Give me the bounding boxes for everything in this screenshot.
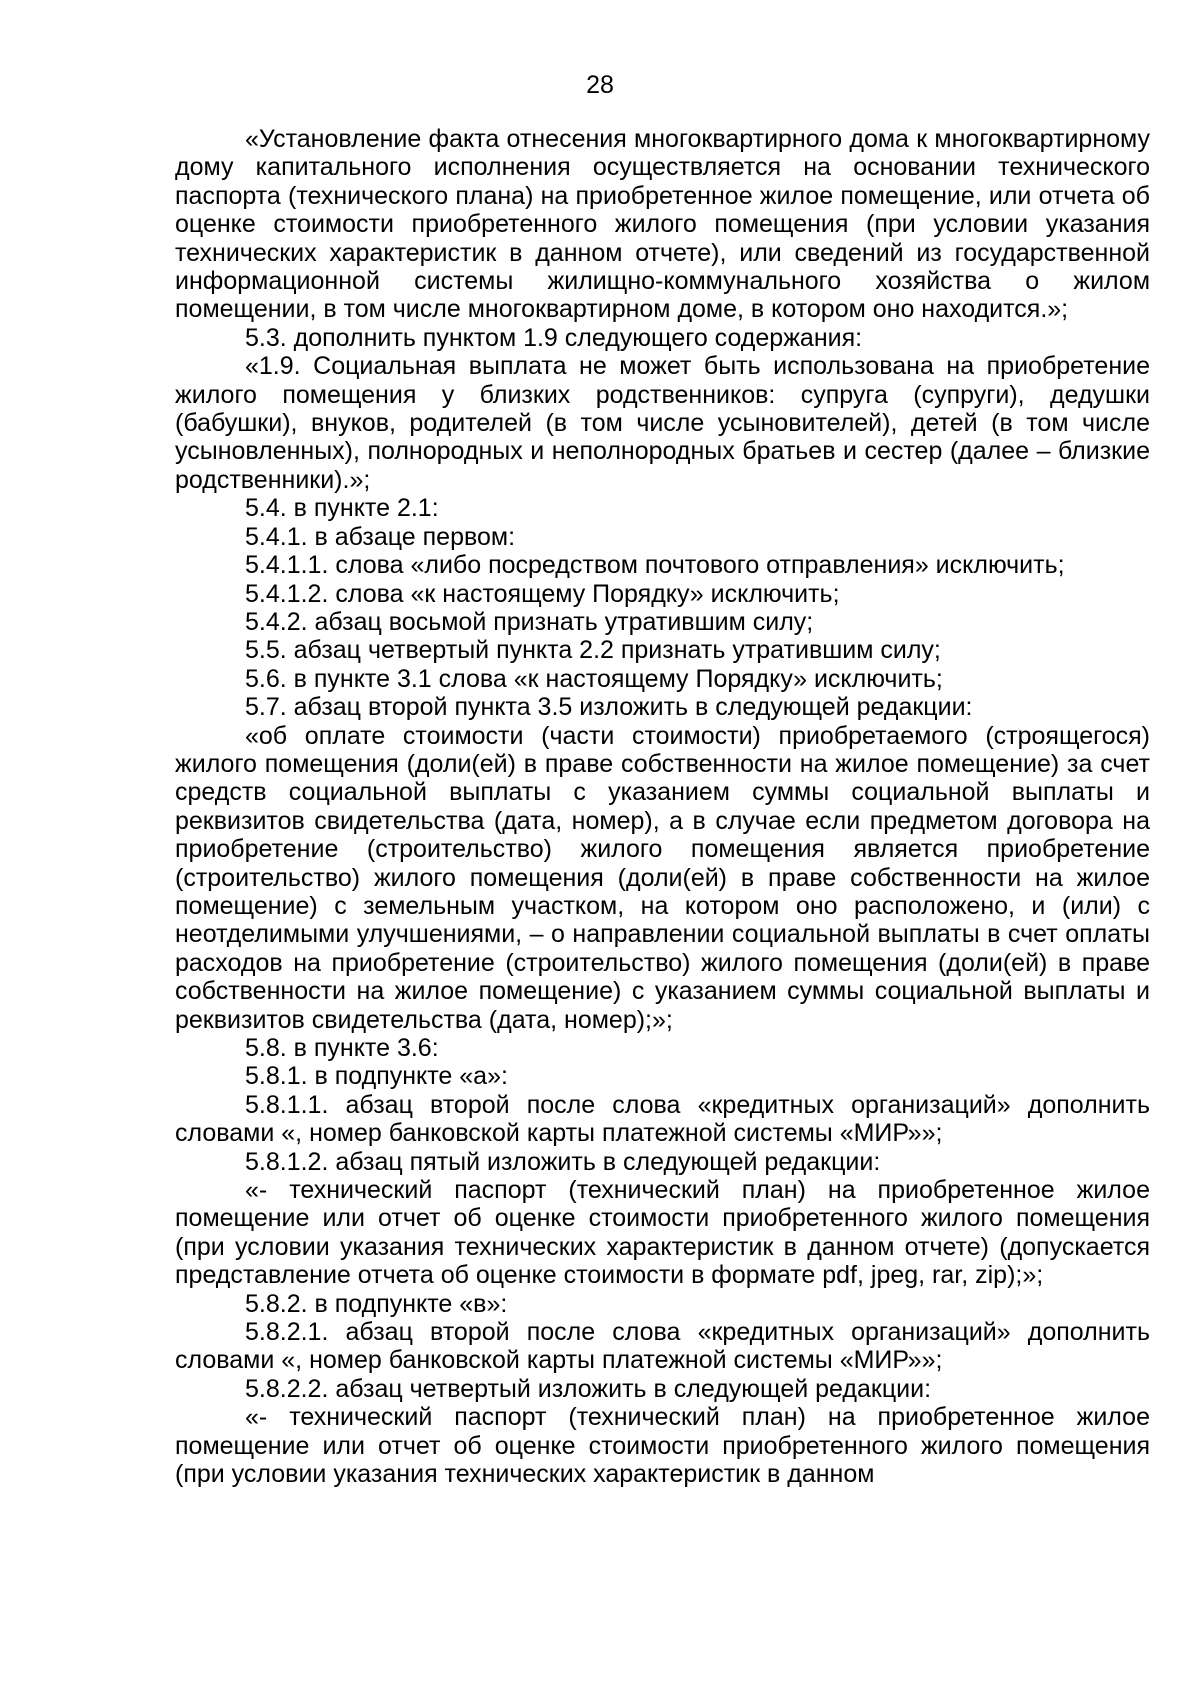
paragraph-20: 5.8.2.2. абзац четвертый изложить в следующей редакции: (245, 1374, 932, 1403)
paragraph-13: 5.8. в пункте 3.6: (245, 1034, 439, 1062)
paragraph-7: 5.4.1.2. слова «к настоящему Порядку» исключить; (245, 579, 840, 608)
paragraph-8: 5.4.2. абзац восьмой признать утратившим силу; (245, 607, 814, 636)
paragraph-1: «Установление факта отнесения многоквартирного дома к многоквартирному дому капитального исполнения осуществляется на основании технического паспорта (технического плана) на приобретенное жилое помещение, или отчета об оценке стоимости приобретенного жилого помещения (при условии указания технических характеристик в данном отчете), или сведений из государственной информационной системы жилищно-коммунального хозяйства о жилом помещении, в том числе многоквартирном доме, в котором оно находится.»; (175, 125, 1150, 324)
paragraph-5: 5.4.1. в абзаце первом: (245, 522, 516, 551)
paragraph-11: 5.7. абзац второй пункта 3.5 изложить в следующей редакции: (245, 693, 973, 722)
paragraph-4: 5.4. в пункте 2.1: (245, 494, 439, 523)
paragraph-19: 5.8.2.1. абзац второй после слова «кредитных организаций» дополнить словами «, номер банковской карты платежной системы «МИР»»; (175, 1318, 1150, 1375)
document-body (175, 125, 1150, 1489)
paragraph-15: 5.8.1.1. абзац второй после слова «кредитных организаций» дополнить словами «, номер банковской карты платежной системы «МИР»»; (175, 1090, 1150, 1148)
paragraph-16: 5.8.1.2. абзац пятый изложить в следующей редакции: (245, 1147, 881, 1176)
paragraph-3: «1.9. Социальная выплата не может быть использована на приобретение жилого помещения у близких родственников: супруга (супруги), дедушки (бабушки), внуков, родителей (в том числе усыновителей), детей (в том числе усыновленных), полнородных и неполнородных братьев и сестер (далее – близкие родственники).»; (175, 352, 1150, 494)
page-number: 28 (586, 71, 614, 99)
paragraph-9: 5.5. абзац четвертый пункта 2.2 признать утратившим силу; (245, 636, 941, 665)
paragraph-10: 5.6. в пункте 3.1 слова «к настоящему Порядку» исключить; (245, 664, 943, 693)
paragraph-17: «- технический паспорт (технический план) на приобретенное жилое помещение или отчет об оценке стоимости приобретенного жилого помещения (при условии указания технических характеристик в данном отчете) (допускается представление отчета об оценке стоимости в формате pdf, jpeg, rar, zip);»; (175, 1176, 1150, 1290)
paragraph-14: 5.8.1. в подпункте «а»: (245, 1062, 508, 1091)
paragraph-21: «- технический паспорт (технический план) на приобретенное жилое помещение или отчет об оценке стоимости приобретенного жилого помещения (при условии указания технических характеристик в данном (175, 1403, 1150, 1489)
paragraph-12: «об оплате стоимости (части стоимости) приобретаемого (строящегося) жилого помещения (доли(ей) в праве собственности на жилое помещение) за счет средств социальной выплаты с указанием суммы социальной выплаты и реквизитов свидетельства (дата, номер), а в случае если предметом договора на приобретение (строительство) жилого помещения является приобретение (строительство) жилого помещения (доли(ей) в праве собственности на жилое помещение) с земельным участком, на котором оно расположено, и (или) с неотделимыми улучшениями, – о направлении социальной выплаты в счет оплаты расходов на приобретение (строительство) жилого помещения (доли(ей) в праве собственности на жилое помещение) с указанием суммы социальной выплаты и реквизитов свидетельства (дата, номер);»; (175, 721, 1150, 1034)
paragraph-2: 5.3. дополнить пунктом 1.9 следующего содержания: (245, 323, 863, 352)
paragraph-6: 5.4.1.1. слова «либо посредством почтового отправления» исключить; (245, 551, 1065, 580)
paragraph-18: 5.8.2. в подпункте «в»: (245, 1289, 508, 1318)
